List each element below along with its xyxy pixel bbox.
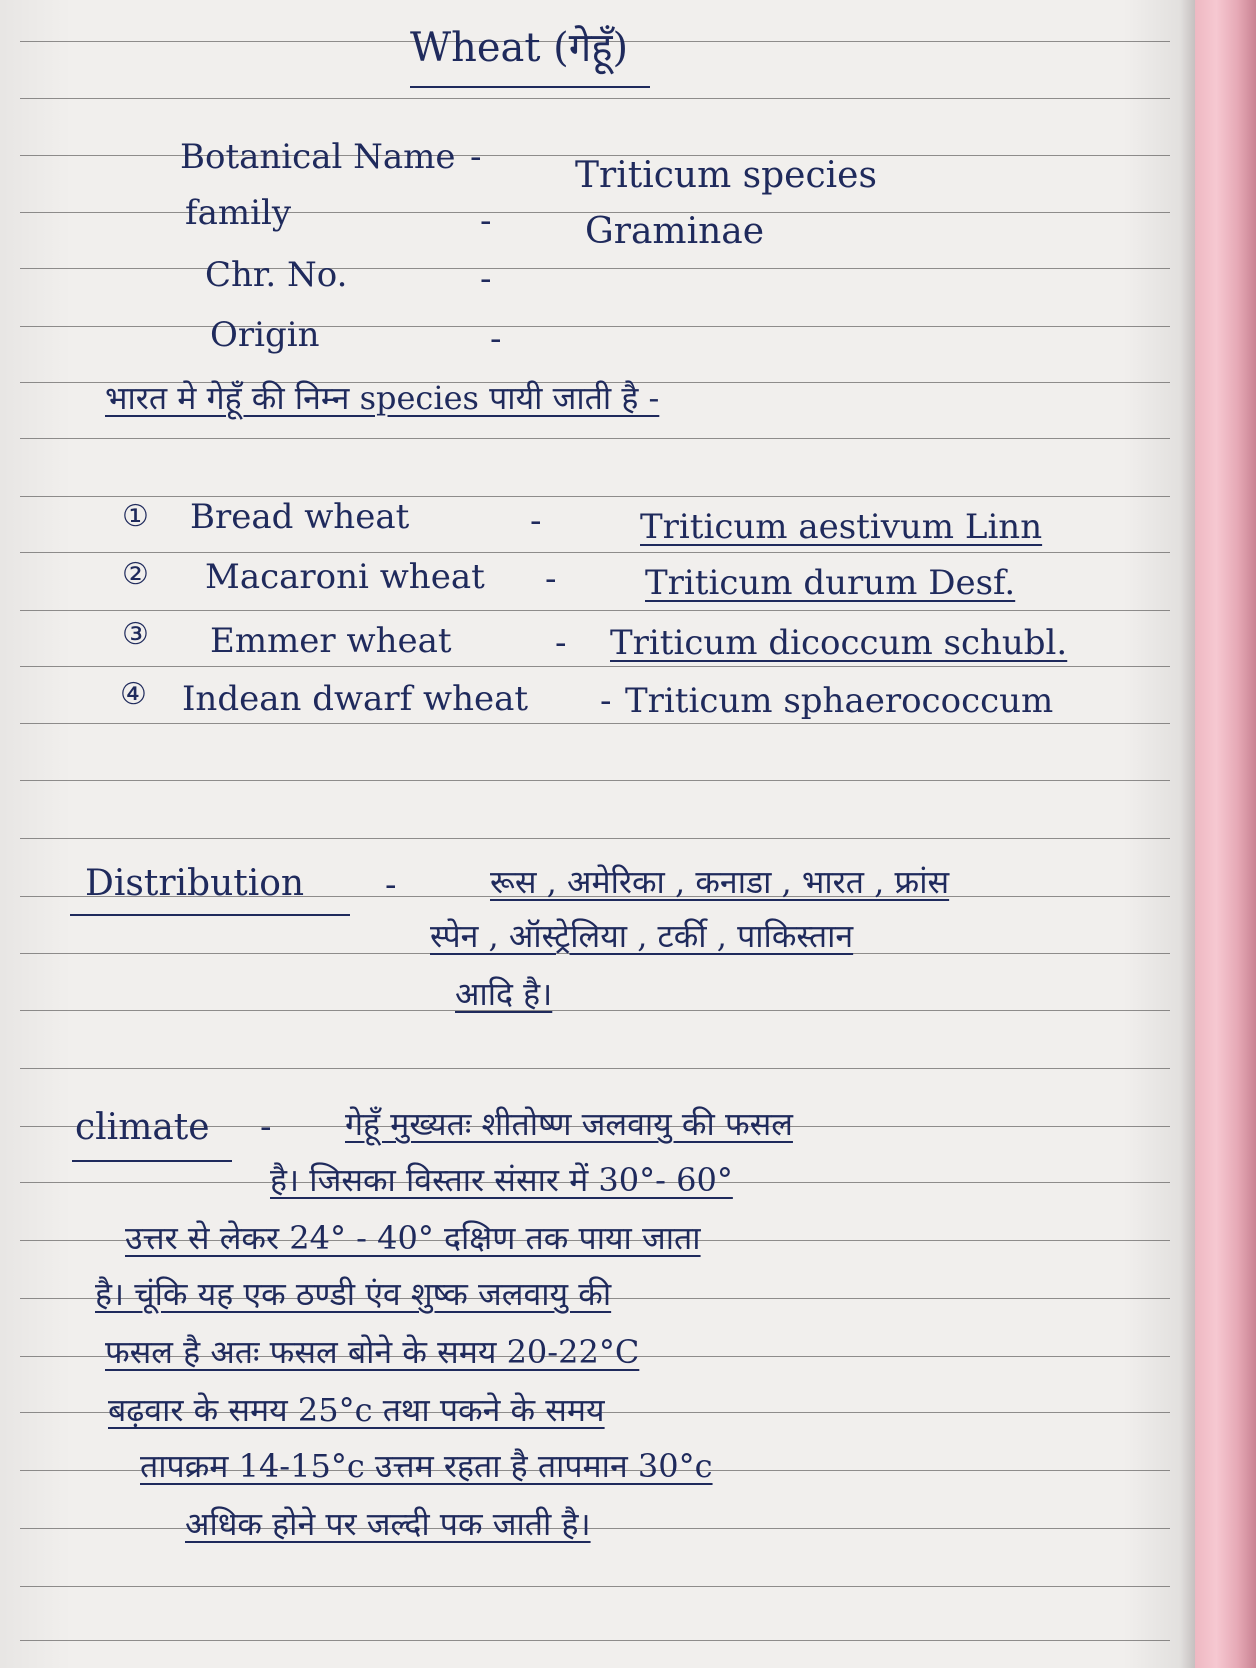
species-intro: भारत मे गेहूँ की निम्न species पायी जाती है - [105, 379, 660, 417]
species-name: Macaroni wheat [205, 557, 485, 597]
species-scientific-name: Triticum aestivum Linn [640, 507, 1043, 547]
chr-no-dash: - [480, 259, 492, 299]
climate-line: गेहूँ मुख्यतः शीतोष्ण जलवायु की फसल [345, 1105, 793, 1143]
distribution-heading: Distribution [85, 863, 305, 904]
distribution-line: रूस , अमेरिका , कनाडा , भारत , फ्रांस [490, 863, 950, 901]
botanical-name-label: Botanical Name [180, 137, 456, 177]
climate-heading: climate [75, 1107, 210, 1148]
distribution-line: स्पेन , ऑस्ट्रेलिया , टर्की , पाकिस्तान [430, 917, 854, 955]
climate-line: है। जिसका विस्तार संसार में 30°- 60° [270, 1161, 733, 1199]
distribution-line: आदि है। [455, 975, 553, 1013]
climate-line: बढ़वार के समय 25°c तथा पकने के समय [108, 1391, 605, 1429]
species-scientific-name: Triticum sphaerococcum [625, 681, 1054, 721]
notebook-binding [1195, 0, 1256, 1668]
botanical-name-dash: - [470, 137, 482, 177]
species-number: ① [122, 499, 149, 534]
family-value: Graminae [585, 211, 765, 252]
species-name: Bread wheat [190, 497, 410, 537]
species-number: ④ [120, 677, 147, 712]
page-edge-shadow [1180, 0, 1195, 1668]
species-scientific-name: Triticum durum Desf. [645, 563, 1016, 603]
species-name: Indean dwarf wheat [182, 679, 529, 719]
species-scientific-name: Triticum dicoccum schubl. [610, 623, 1068, 663]
species-number: ② [122, 557, 149, 592]
chr-no-label: Chr. No. [205, 255, 348, 295]
species-dash: - [545, 559, 557, 599]
climate-line: तापक्रम 14-15°c उत्तम रहता है तापमान 30°c [140, 1447, 713, 1485]
botanical-name-value: Triticum species [575, 155, 877, 196]
origin-dash: - [490, 319, 502, 359]
climate-line: उत्तर से लेकर 24° - 40° दक्षिण तक पाया जाता [125, 1219, 701, 1257]
title-underline [410, 86, 650, 88]
species-name: Emmer wheat [210, 621, 452, 661]
page-title: Wheat (गेहूँ) [410, 25, 629, 71]
species-number: ③ [122, 617, 149, 652]
origin-label: Origin [210, 315, 320, 355]
species-dash: - [600, 681, 612, 721]
family-dash: - [480, 201, 492, 241]
climate-dash: - [260, 1107, 272, 1147]
family-label: family [185, 193, 292, 233]
climate-line: है। चूंकि यह एक ठण्डी एंव शुष्क जलवायु की [95, 1275, 612, 1313]
climate-heading-underline [72, 1160, 232, 1162]
species-dash: - [530, 501, 542, 541]
distribution-heading-underline [70, 914, 350, 916]
climate-line: अधिक होने पर जल्दी पक जाती है। [185, 1505, 591, 1543]
climate-line: फसल है अतः फसल बोने के समय 20-22°C [105, 1333, 640, 1371]
distribution-dash: - [385, 865, 397, 905]
species-dash: - [555, 623, 567, 663]
